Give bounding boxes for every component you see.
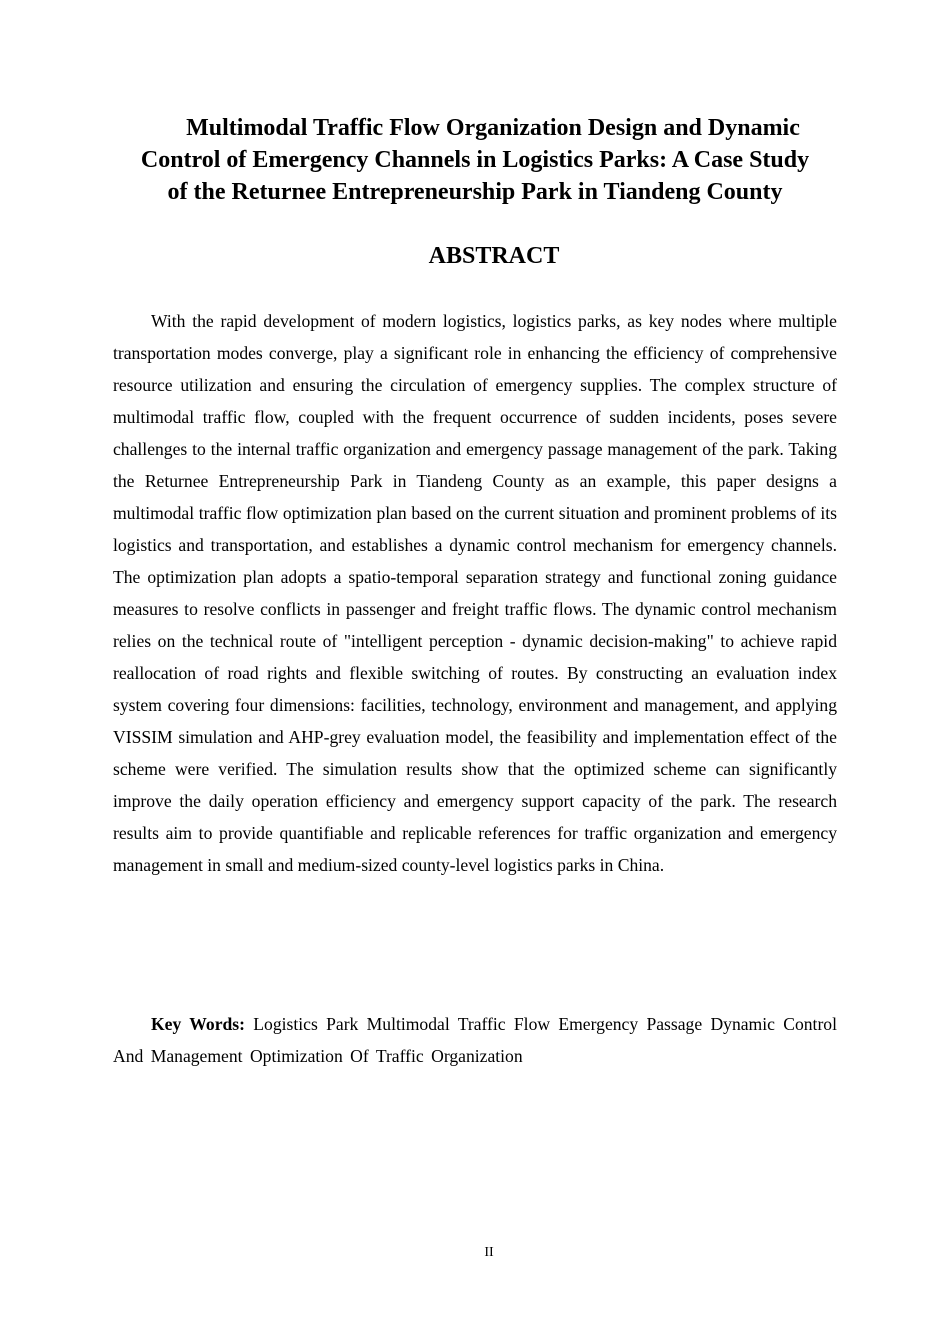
keywords-label: Key Words: <box>151 1014 245 1034</box>
document-page <box>113 0 837 1344</box>
paper-title-line-1: Multimodal Traffic Flow Organization Design and Dynamic <box>186 115 800 141</box>
abstract-heading: ABSTRACT <box>428 243 560 269</box>
page-number: II <box>484 1245 494 1260</box>
keywords-text: Logistics Park Multimodal Traffic Flow Emergency Passage Dynamic Control And Management Optimization Of Traffic Organization <box>113 1014 837 1066</box>
paper-title <box>113 112 837 208</box>
paper-title-line-3: of the Returnee Entrepreneurship Park in Tiandeng County <box>167 179 783 205</box>
abstract-paragraph: With the rapid development of modern logistics, logistics parks, as key nodes where multiple transportation modes converge, play a significant role in enhancing the efficiency of comprehensive resource utilization and ensuring the circulation of emergency supplies. The complex structure of multimodal traffic flow, coupled with the frequent occurrence of sudden incidents, poses severe challenges to the internal traffic organization and emergency passage management of the park. Taking the Returnee Entrepreneurship Park in Tiandeng County as an example, this paper designs a multimodal traffic flow optimization plan based on the current situation and prominent problems of its logistics and transportation, and establishes a dynamic control mechanism for emergency channels. The optimization plan adopts a spatio-temporal separation strategy and functional zoning guidance measures to resolve conflicts in passenger and freight traffic flows. The dynamic control mechanism relies on the technical route of "intelligent perception - dynamic decision-making" to achieve rapid reallocation of road rights and flexible switching of routes. By constructing an evaluation index system covering four dimensions: facilities, technology, environment and management, and applying VISSIM simulation and AHP-grey evaluation model, the feasibility and implementation effect of the scheme were verified. The simulation results show that the optimized scheme can significantly improve the daily operation efficiency and emergency support capacity of the park. The research results aim to provide quantifiable and replicable references for traffic organization and emergency management in small and medium-sized county-level logistics parks in China. <box>113 311 837 875</box>
paper-title-line-2: Control of Emergency Channels in Logistics Parks: A Case Study <box>140 147 810 173</box>
keywords-paragraph <box>113 1008 837 1072</box>
